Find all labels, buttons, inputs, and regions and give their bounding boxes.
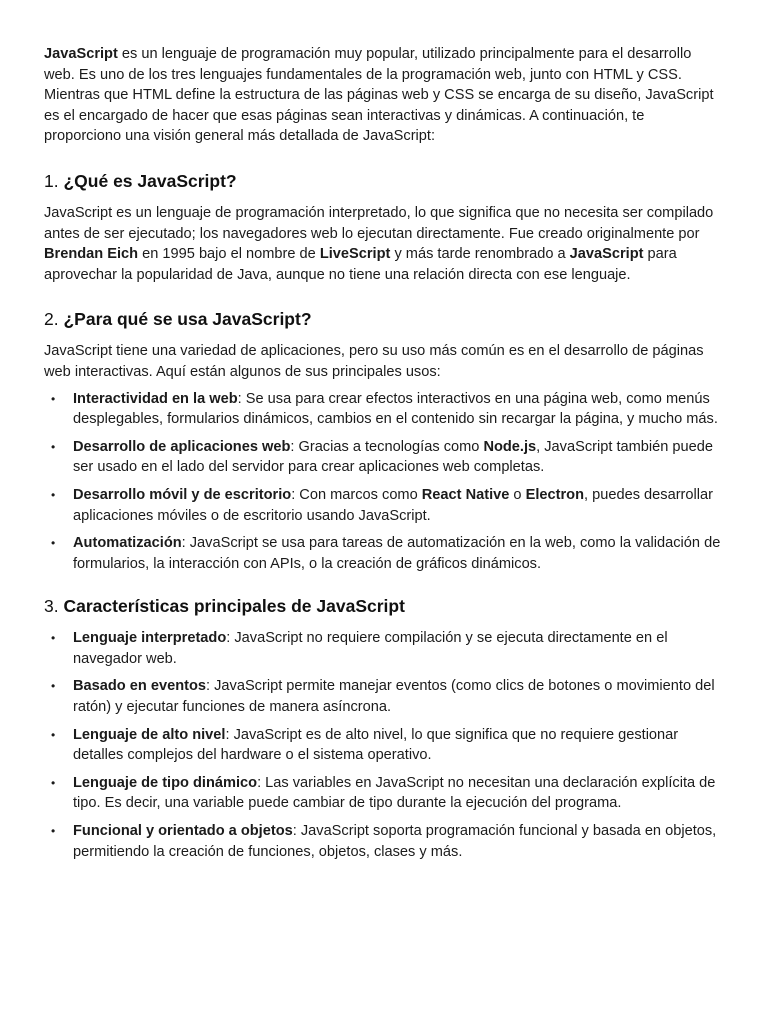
list-item-bold: Lenguaje de tipo dinámico (73, 774, 258, 791)
list-item-text: : Gracias a tecnologías como (290, 438, 484, 455)
section-2-title: ¿Para qué se usa JavaScript? (63, 309, 312, 330)
list-item-bold: Desarrollo de aplicaciones web (73, 438, 291, 455)
section-1-number: 1. (44, 170, 59, 191)
list-item (44, 821, 724, 862)
s1-bold-javascript: JavaScript (569, 246, 644, 263)
section-1-paragraph (44, 203, 724, 285)
s1-text-3: y más tarde renombrado a (390, 246, 570, 263)
list-item-text: , puedes desarrollar aplicaciones móviles o de escritorio usando JavaScript. (73, 486, 713, 524)
list-item-text: : Se usa para crear efectos interactivos en una página web, como menús desplegables, formularios dinámicos, cambios en el contenido sin recargar la página, y mucho más. (73, 390, 718, 428)
bullet-icon: • (51, 775, 56, 790)
s1-bold-livescript: LiveScript (319, 246, 391, 263)
list-item-bold: Basado en eventos (73, 678, 207, 695)
intro-paragraph (44, 44, 724, 147)
list-item-text: , JavaScript también puede ser usado en el lado del servidor para crear aplicaciones web completas. (73, 438, 714, 476)
bullet-icon: • (51, 536, 56, 551)
list-item-text: : JavaScript soporta programación funcional y basada en objetos, permitiendo la creación de funciones, objetos, clases y más. (73, 823, 717, 860)
list-item-text: : JavaScript es de alto nivel, lo que significa que no requiere gestionar detalles complejos del hardware o el sistema operativo. (73, 726, 679, 764)
list-item-bold-react-native: React Native (421, 486, 510, 503)
list-item (44, 676, 724, 717)
section-2-paragraph: JavaScript tiene una variedad de aplicaciones, pero su uso más común es en el desarrollo de páginas web interactivas. Aquí están algunos de sus principales usos: (44, 343, 704, 380)
list-item (44, 773, 724, 814)
list-item (44, 725, 724, 766)
list-item-bold: Lenguaje de alto nivel (73, 726, 226, 743)
bullet-icon: • (51, 487, 56, 502)
section-3-title: Características principales de JavaScript (63, 596, 405, 617)
list-item (44, 485, 724, 526)
list-item-bold: Funcional y orientado a objetos (73, 823, 293, 840)
bullet-icon: • (51, 439, 56, 454)
s1-text-1: JavaScript es un lenguaje de programación interpretado, lo que significa que no necesita ser compilado antes de ser ejecutado; los navegadores web lo ejecutan directamente. Fue creado originalmente por (44, 204, 714, 242)
list-item-text: : JavaScript se usa para tareas de automatización en la web, como la validación de formularios, la interacción con APIs, o la creación de gráficos dinámicos. (73, 535, 721, 572)
list-item-bold: Automatización (73, 535, 182, 552)
section-2-heading (44, 307, 724, 331)
list-item-text: o (509, 486, 526, 503)
section-3-heading (44, 594, 724, 618)
list-item-text: : Las variables en JavaScript no necesitan una declaración explícita de tipo. Es decir, una variable puede cambiar de tipo durante la ejecución del programa. (73, 774, 716, 812)
section-3-list (44, 628, 724, 862)
section-2-number: 2. (44, 309, 59, 330)
bullet-icon: • (51, 824, 56, 839)
s1-bold-brendan-eich: Brendan Eich (44, 246, 139, 263)
bullet-icon: • (51, 727, 56, 742)
section-3-number: 3. (44, 596, 59, 617)
intro-text: es un lenguaje de programación muy popular, utilizado principalmente para el desarrollo web. Es uno de los tres lenguajes fundamentales de la programación web, junto con HTML y CSS. Mientras que HTML define la estructura de las páginas web y CSS se encarga de su diseño, JavaScript es el encargado de hacer que esas páginas sean interactivas y dinámicas. A continuación, te proporciono una visión general más detallada de JavaScript: (44, 46, 714, 145)
list-item-bold: Desarrollo móvil y de escritorio (73, 486, 292, 503)
list-item (44, 389, 724, 430)
bullet-icon: • (51, 631, 56, 646)
s1-text-4: para aprovechar la popularidad de Java, aunque no tiene una relación directa con ese lenguaje. (44, 246, 677, 283)
section-2-list (44, 389, 724, 575)
list-item-text: : JavaScript no requiere compilación y se ejecuta directamente en el navegador web. (73, 630, 668, 667)
list-item-bold-nodejs: Node.js (483, 438, 537, 455)
list-item (44, 628, 724, 669)
list-item (44, 437, 724, 478)
section-1-title: ¿Qué es JavaScript? (63, 170, 237, 191)
list-item-bold-electron: Electron (525, 486, 584, 503)
s1-text-2: en 1995 bajo el nombre de (138, 246, 320, 263)
intro-bold-javascript: JavaScript (44, 46, 118, 62)
list-item-text: : Con marcos como (291, 486, 422, 503)
bullet-icon: • (51, 391, 56, 406)
list-item-bold: Interactividad en la web (73, 390, 238, 407)
bullet-icon: • (51, 679, 56, 694)
list-item-bold: Lenguaje interpretado (73, 630, 227, 647)
list-item-text: : JavaScript permite manejar eventos (como clics de botones o movimiento del ratón) y ejecutar funciones de manera asíncrona. (73, 678, 715, 716)
section-1-heading (44, 169, 724, 193)
list-item (44, 533, 724, 574)
